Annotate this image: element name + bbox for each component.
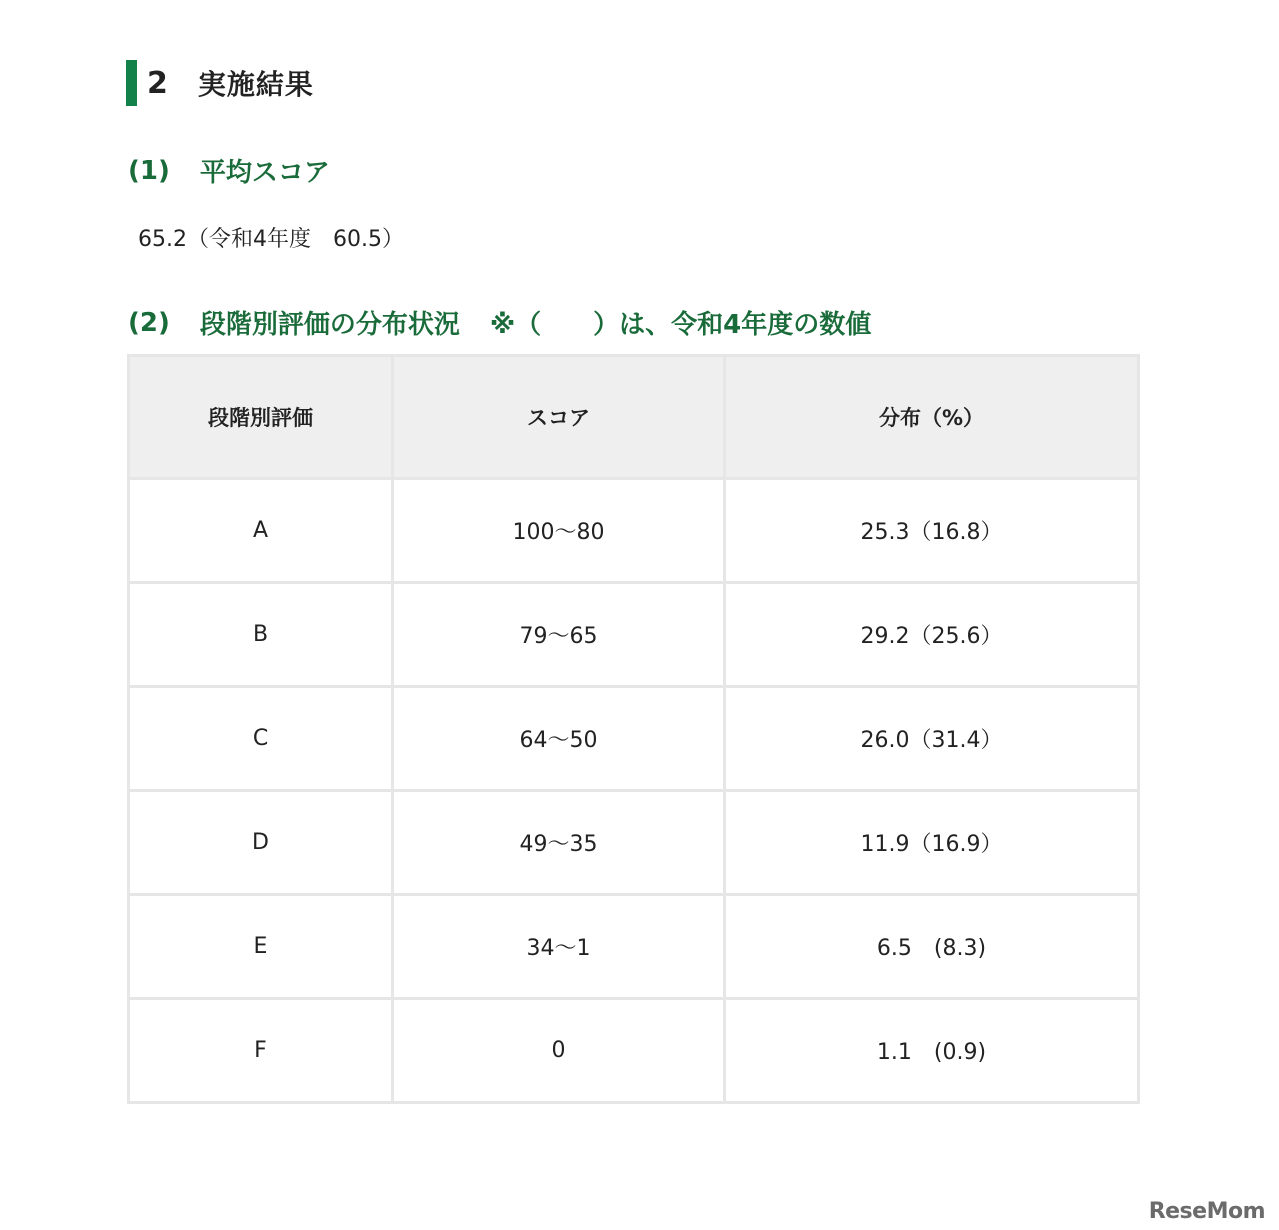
section-number: 2 — [147, 65, 168, 101]
score-cell: 0 — [393, 999, 725, 1103]
table-row — [129, 999, 1139, 1103]
score-cell: 79〜65 — [393, 583, 725, 687]
distribution-heading-number: (2) — [128, 307, 170, 338]
average-score-text: 65.2（令和4年度 60.5） — [138, 227, 404, 252]
share-cell: 25.3（16.8） — [725, 479, 1139, 583]
section-heading — [126, 60, 314, 106]
share-cell: 11.9（16.9） — [725, 791, 1139, 895]
share-cell: 29.2（25.6） — [725, 583, 1139, 687]
grade-cell: F — [129, 999, 393, 1103]
column-header-share: 分布（%） — [725, 356, 1139, 479]
resemom-watermark-logo: ReseMom — [1148, 1199, 1265, 1224]
score-cell: 34〜1 — [393, 895, 725, 999]
share-cell: 26.0（31.4） — [725, 687, 1139, 791]
grade-cell: A — [129, 479, 393, 583]
grade-cell: D — [129, 791, 393, 895]
table-row — [129, 895, 1139, 999]
column-header-grade: 段階別評価 — [129, 356, 393, 479]
distribution-table — [127, 354, 1140, 1104]
distribution-heading-title: 段階別評価の分布状況 — [199, 310, 460, 340]
grade-cell: C — [129, 687, 393, 791]
distribution-heading — [128, 304, 871, 341]
score-cell: 64〜50 — [393, 687, 725, 791]
average-heading-title: 平均スコア — [199, 158, 330, 188]
average-score-heading — [128, 152, 330, 189]
section-title: 実施結果 — [197, 68, 314, 101]
table-row — [129, 479, 1139, 583]
column-header-score: スコア — [393, 356, 725, 479]
score-cell: 100〜80 — [393, 479, 725, 583]
table-row — [129, 583, 1139, 687]
share-cell: 1.1 (0.9) — [725, 999, 1139, 1103]
grade-cell: E — [129, 895, 393, 999]
share-cell: 6.5 (8.3) — [725, 895, 1139, 999]
average-heading-number: (1) — [128, 155, 170, 186]
table-row — [129, 687, 1139, 791]
grade-cell: B — [129, 583, 393, 687]
table-header-row — [129, 356, 1139, 479]
table-row — [129, 791, 1139, 895]
distribution-heading-note: ※（ ）は、令和4年度の数値 — [489, 310, 872, 340]
score-cell: 49〜35 — [393, 791, 725, 895]
section-accent-bar — [126, 60, 137, 106]
